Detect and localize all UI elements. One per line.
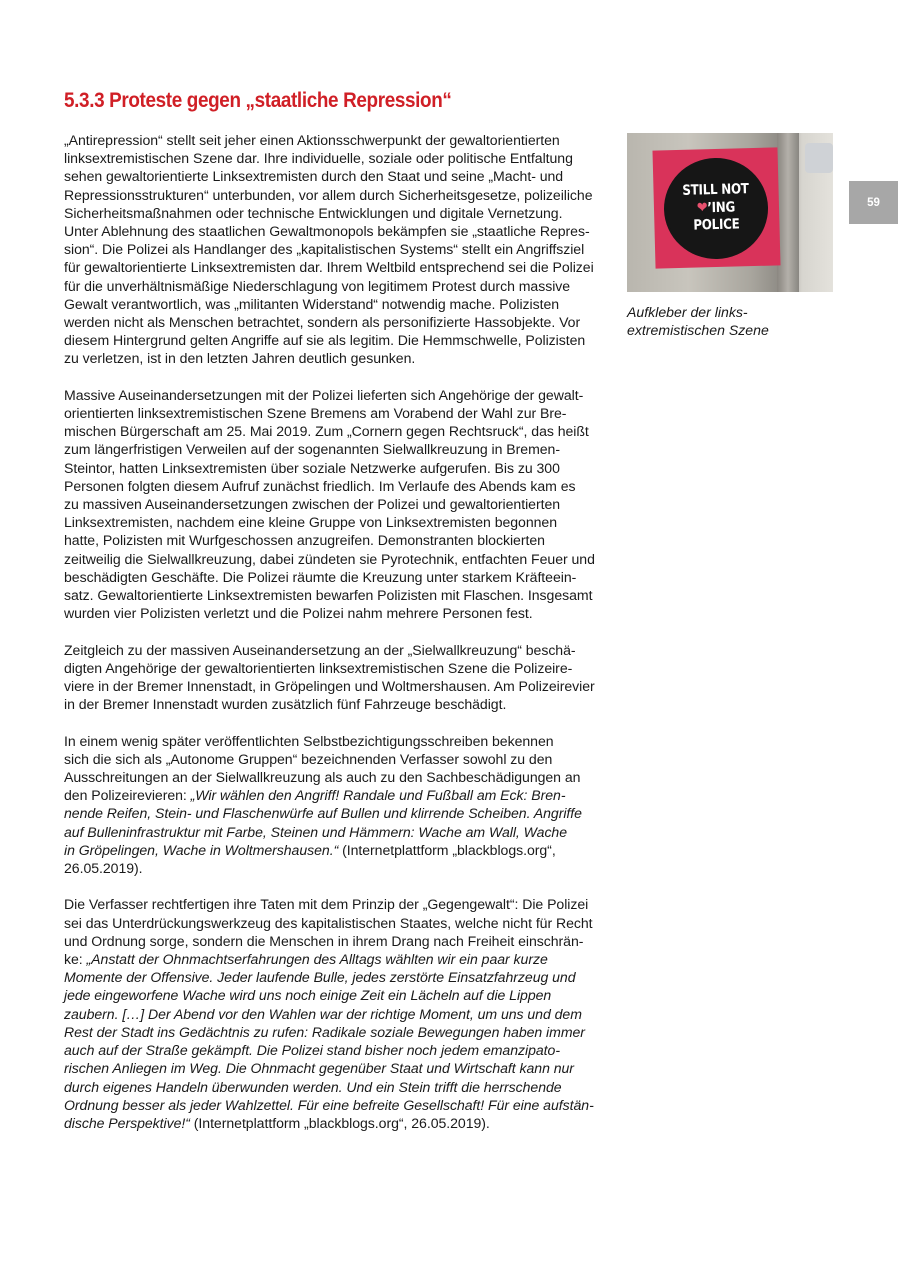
sticker-line-1: STILL NOT bbox=[682, 181, 749, 199]
text-line: werden nicht als Menschen betrachtet, sondern als personifizierte Hassobjekte. Vor bbox=[64, 314, 581, 331]
text-line: zu verletzen, ist in den letzten Jahren deutlich gesunken. bbox=[64, 350, 416, 367]
text-line bbox=[64, 895, 612, 913]
quote-text: zaubern. […] Der Abend vor den Wahlen war der richtige Moment, um uns und dem bbox=[64, 1005, 582, 1022]
text-line: orientierten linksextremistischen Szene Bremens am Vorabend der Wahl zur Bre- bbox=[64, 405, 567, 422]
text-line bbox=[64, 986, 612, 1004]
text-line: Unter Ablehnung des staatlichen Gewaltmonopols bekämpfen sie „staatliche Repres- bbox=[64, 223, 590, 240]
text-line bbox=[64, 768, 612, 786]
text-line: Linksextremisten, nachdem eine kleine Gruppe von Linksextremisten begonnen bbox=[64, 514, 558, 531]
quote-text: dische Perspektive!“ bbox=[64, 1114, 190, 1131]
text-line: Massive Auseinandersetzungen mit der Polizei lieferten sich Angehörige der gewalt- bbox=[64, 386, 584, 403]
text-line: zum längerfristigen Verweilen auf der sogenannten Sielwallkreuzung in Bremen- bbox=[64, 441, 560, 458]
text-line bbox=[64, 1023, 612, 1041]
sticker-line-2: ❤’ING bbox=[696, 198, 736, 217]
text-line bbox=[64, 968, 612, 986]
quote-text: auch auf der Straße gekämpft. Die Polizei stand bisher noch jedem emanzipato- bbox=[64, 1042, 560, 1059]
page-number: 59 bbox=[849, 181, 898, 224]
text-line: Sicherheitsmaßnahmen oder technische Entwicklungen und digitale Vernetzung. bbox=[64, 204, 563, 221]
text-line bbox=[64, 932, 612, 950]
quote-text: „Wir wählen den Angriff! Randale und Fußball am Eck: Bren- bbox=[190, 787, 566, 804]
source-citation: (Internetplattform „blackblogs.org“, 26.05.2019). bbox=[189, 1114, 490, 1131]
quote-text: „Anstatt der Ohnmachtserfahrungen des Alltags wählten wir ein paar kurze bbox=[86, 951, 548, 968]
text-line: Zeitgleich zu der massiven Auseinandersetzung an der „Sielwallkreuzung“ beschä- bbox=[64, 641, 576, 658]
quote-text: nende Reifen, Stein- und Flaschenwürfe auf Bullen und klirrende Scheiben. Angriffe bbox=[64, 805, 582, 822]
text-line: viere in der Bremer Innenstadt, in Gröpelingen und Woltmershausen. Am Polizeirevier bbox=[64, 678, 595, 695]
background-car bbox=[805, 143, 833, 173]
quote-text: auf Bulleninfrastruktur mit Farbe, Steinen und Hämmern: Wache am Wall, Wache bbox=[64, 823, 568, 840]
sticker bbox=[652, 147, 780, 268]
sticker-badge bbox=[665, 159, 768, 259]
plain-text: 26.05.2019). bbox=[64, 860, 143, 877]
text-line bbox=[64, 804, 612, 822]
text-line: sion“. Die Polizei als Handlanger des „kapitalistischen Systems“ stellt ein Angriffsziel bbox=[64, 241, 585, 258]
quote-text: Ordnung besser als jeder Wahlzettel. Für eine befreite Gesellschaft! Für eine aufstän- bbox=[64, 1096, 594, 1113]
text-line: digten Angehörige der gewaltorientierten linksextremistischen Szene die Polizeire- bbox=[64, 659, 573, 676]
text-line bbox=[64, 859, 612, 877]
text-line: wurden vier Polizisten verletzt und die Polizei nahm mehrere Personen fest. bbox=[64, 605, 533, 622]
text-line: „Antirepression“ stellt seit jeher einen Aktionsschwerpunkt der gewaltorientierten bbox=[64, 132, 560, 148]
text-line bbox=[64, 1041, 612, 1059]
sticker-text bbox=[673, 181, 759, 235]
text-line bbox=[64, 1005, 612, 1023]
text-line bbox=[64, 914, 612, 932]
quote-text: Momente der Offensive. Jeder laufende Bulle, jedes zerstörte Einsatzfahrzeug und bbox=[64, 969, 576, 986]
figure-caption bbox=[627, 303, 827, 339]
plain-text: ke: bbox=[64, 951, 87, 968]
quote-text: jede eingeworfene Wache wird uns noch einige Zeit ein Lächeln auf die Lippen bbox=[64, 987, 552, 1004]
quote-text: durch eigenes Handeln überwunden werden. Und ein Stein trifft die herrschende bbox=[64, 1078, 562, 1095]
body-text bbox=[64, 131, 612, 1150]
text-line: linksextremistischen Szene dar. Ihre individuelle, soziale oder politische Entfaltung bbox=[64, 150, 573, 167]
text-line bbox=[64, 823, 612, 841]
sticker-line-3: POLICE bbox=[693, 216, 740, 234]
text-line: Personen folgten diesem Aufruf zunächst friedlich. Im Verlaufe des Abends kam es bbox=[64, 477, 576, 494]
text-line: diesem Hintergrund gelten Angriffe auf sie als legitim. Die Hemmschwelle, Polizisten bbox=[64, 332, 586, 349]
quote-text: in Gröpelingen, Wache in Woltmershausen.“ bbox=[64, 841, 339, 858]
text-line bbox=[64, 1059, 612, 1077]
text-line: Gewalt verantwortlich, was „militanten Widerstand“ notwendig mache. Polizisten bbox=[64, 295, 560, 312]
plain-text: In einem wenig später veröffentlichten Selbstbezichtigungsschreiben bekennen bbox=[64, 732, 554, 749]
text-line bbox=[64, 950, 612, 968]
plain-text: sich die sich als „Autonome Gruppen“ bezeichnenden Verfasser sowohl zu den bbox=[64, 750, 553, 767]
paragraph-sielwall-clashes bbox=[64, 386, 612, 623]
quote-text: Rest der Stadt ins Gedächtnis zu rufen: Radikale soziale Bewegungen haben immer bbox=[64, 1023, 585, 1040]
text-line: Repressionsstrukturen“ unterbunden, vor allem durch Sicherheitsgesetze, polizeiliche bbox=[64, 186, 593, 203]
plain-text: Ausschreitungen an der Sielwallkreuzung als auch zu den Sachbeschädigungen an bbox=[64, 769, 581, 786]
text-line: hatte, Polizisten mit Wurfgeschossen anzugreifen. Demonstranten blockierten bbox=[64, 532, 545, 549]
caption-line: Aufkleber der links- bbox=[627, 304, 748, 320]
text-line: für die unverhältnismäßige Niederschlagung von legitimem Protest durch massive bbox=[64, 277, 571, 294]
text-line: zeitweilig die Sielwallkreuzung, dabei zündeten sie Pyrotechnik, entfachten Feuer und bbox=[64, 550, 595, 567]
text-line bbox=[64, 750, 612, 768]
pole-shadow bbox=[777, 133, 799, 292]
quote-text: rischen Anliegen im Weg. Die Ohnmacht gegenüber Staat und Wirtschaft kann nur bbox=[64, 1060, 574, 1077]
text-line bbox=[64, 786, 612, 804]
text-line bbox=[64, 1114, 612, 1132]
text-line bbox=[64, 841, 612, 859]
text-line bbox=[64, 1096, 612, 1114]
plain-text: und Ordnung sorge, sondern die Menschen in ihrem Drang nach Freiheit einschrän- bbox=[64, 932, 584, 949]
sticker-photo bbox=[627, 133, 833, 292]
plain-text: Die Verfasser rechtfertigen ihre Taten mit dem Prinzip der „Gegengewalt“: Die Polizei bbox=[64, 896, 589, 913]
caption-line: extremistischen Szene bbox=[627, 322, 769, 339]
text-line: satz. Gewaltorientierte Linksextremisten bewarfen Polizisten mit Flaschen. Insgesamt bbox=[64, 587, 593, 604]
section-heading: 5.3.3 Proteste gegen „staatliche Repression“ bbox=[64, 89, 452, 112]
text-line: in der Bremer Innenstadt wurden zusätzlich fünf Fahrzeuge beschädigt. bbox=[64, 696, 507, 713]
text-line: Steintor, hatten Linksextremisten über soziale Netzwerke aufgerufen. Bis zu 300 bbox=[64, 459, 560, 476]
plain-text: den Polizeirevieren: bbox=[64, 787, 191, 804]
text-line: sehen gewaltorientierte Linksextremisten durch den Staat und seine „Macht- und bbox=[64, 168, 564, 185]
heart-icon: ❤ bbox=[696, 198, 708, 217]
text-line: beschädigten Geschäfte. Die Polizei räumte die Kreuzung unter starkem Kräfteein- bbox=[64, 568, 577, 585]
plain-text: sei das Unterdrückungswerkzeug des kapitalistischen Staates, welche nicht für Recht bbox=[64, 914, 593, 931]
paragraph-counter-violence bbox=[64, 895, 612, 1132]
text-line: mischen Bürgerschaft am 25. Mai 2019. Zum „Cornern gegen Rechtsruck“, das heißt bbox=[64, 423, 589, 440]
paragraph-police-stations bbox=[64, 641, 612, 714]
paragraph-claim-of-responsibility bbox=[64, 732, 612, 878]
paragraph-antirepression bbox=[64, 131, 612, 368]
text-line: für gewaltorientierte Linksextremisten dar. Ihrem Weltbild entsprechend sei die Polizei bbox=[64, 259, 594, 276]
source-citation: (Internetplattform „blackblogs.org“, bbox=[338, 841, 556, 858]
text-line: zu massiven Auseinandersetzungen zwischen der Polizei und gewaltorientierten bbox=[64, 496, 561, 513]
text-line bbox=[64, 1078, 612, 1096]
text-line bbox=[64, 732, 612, 750]
